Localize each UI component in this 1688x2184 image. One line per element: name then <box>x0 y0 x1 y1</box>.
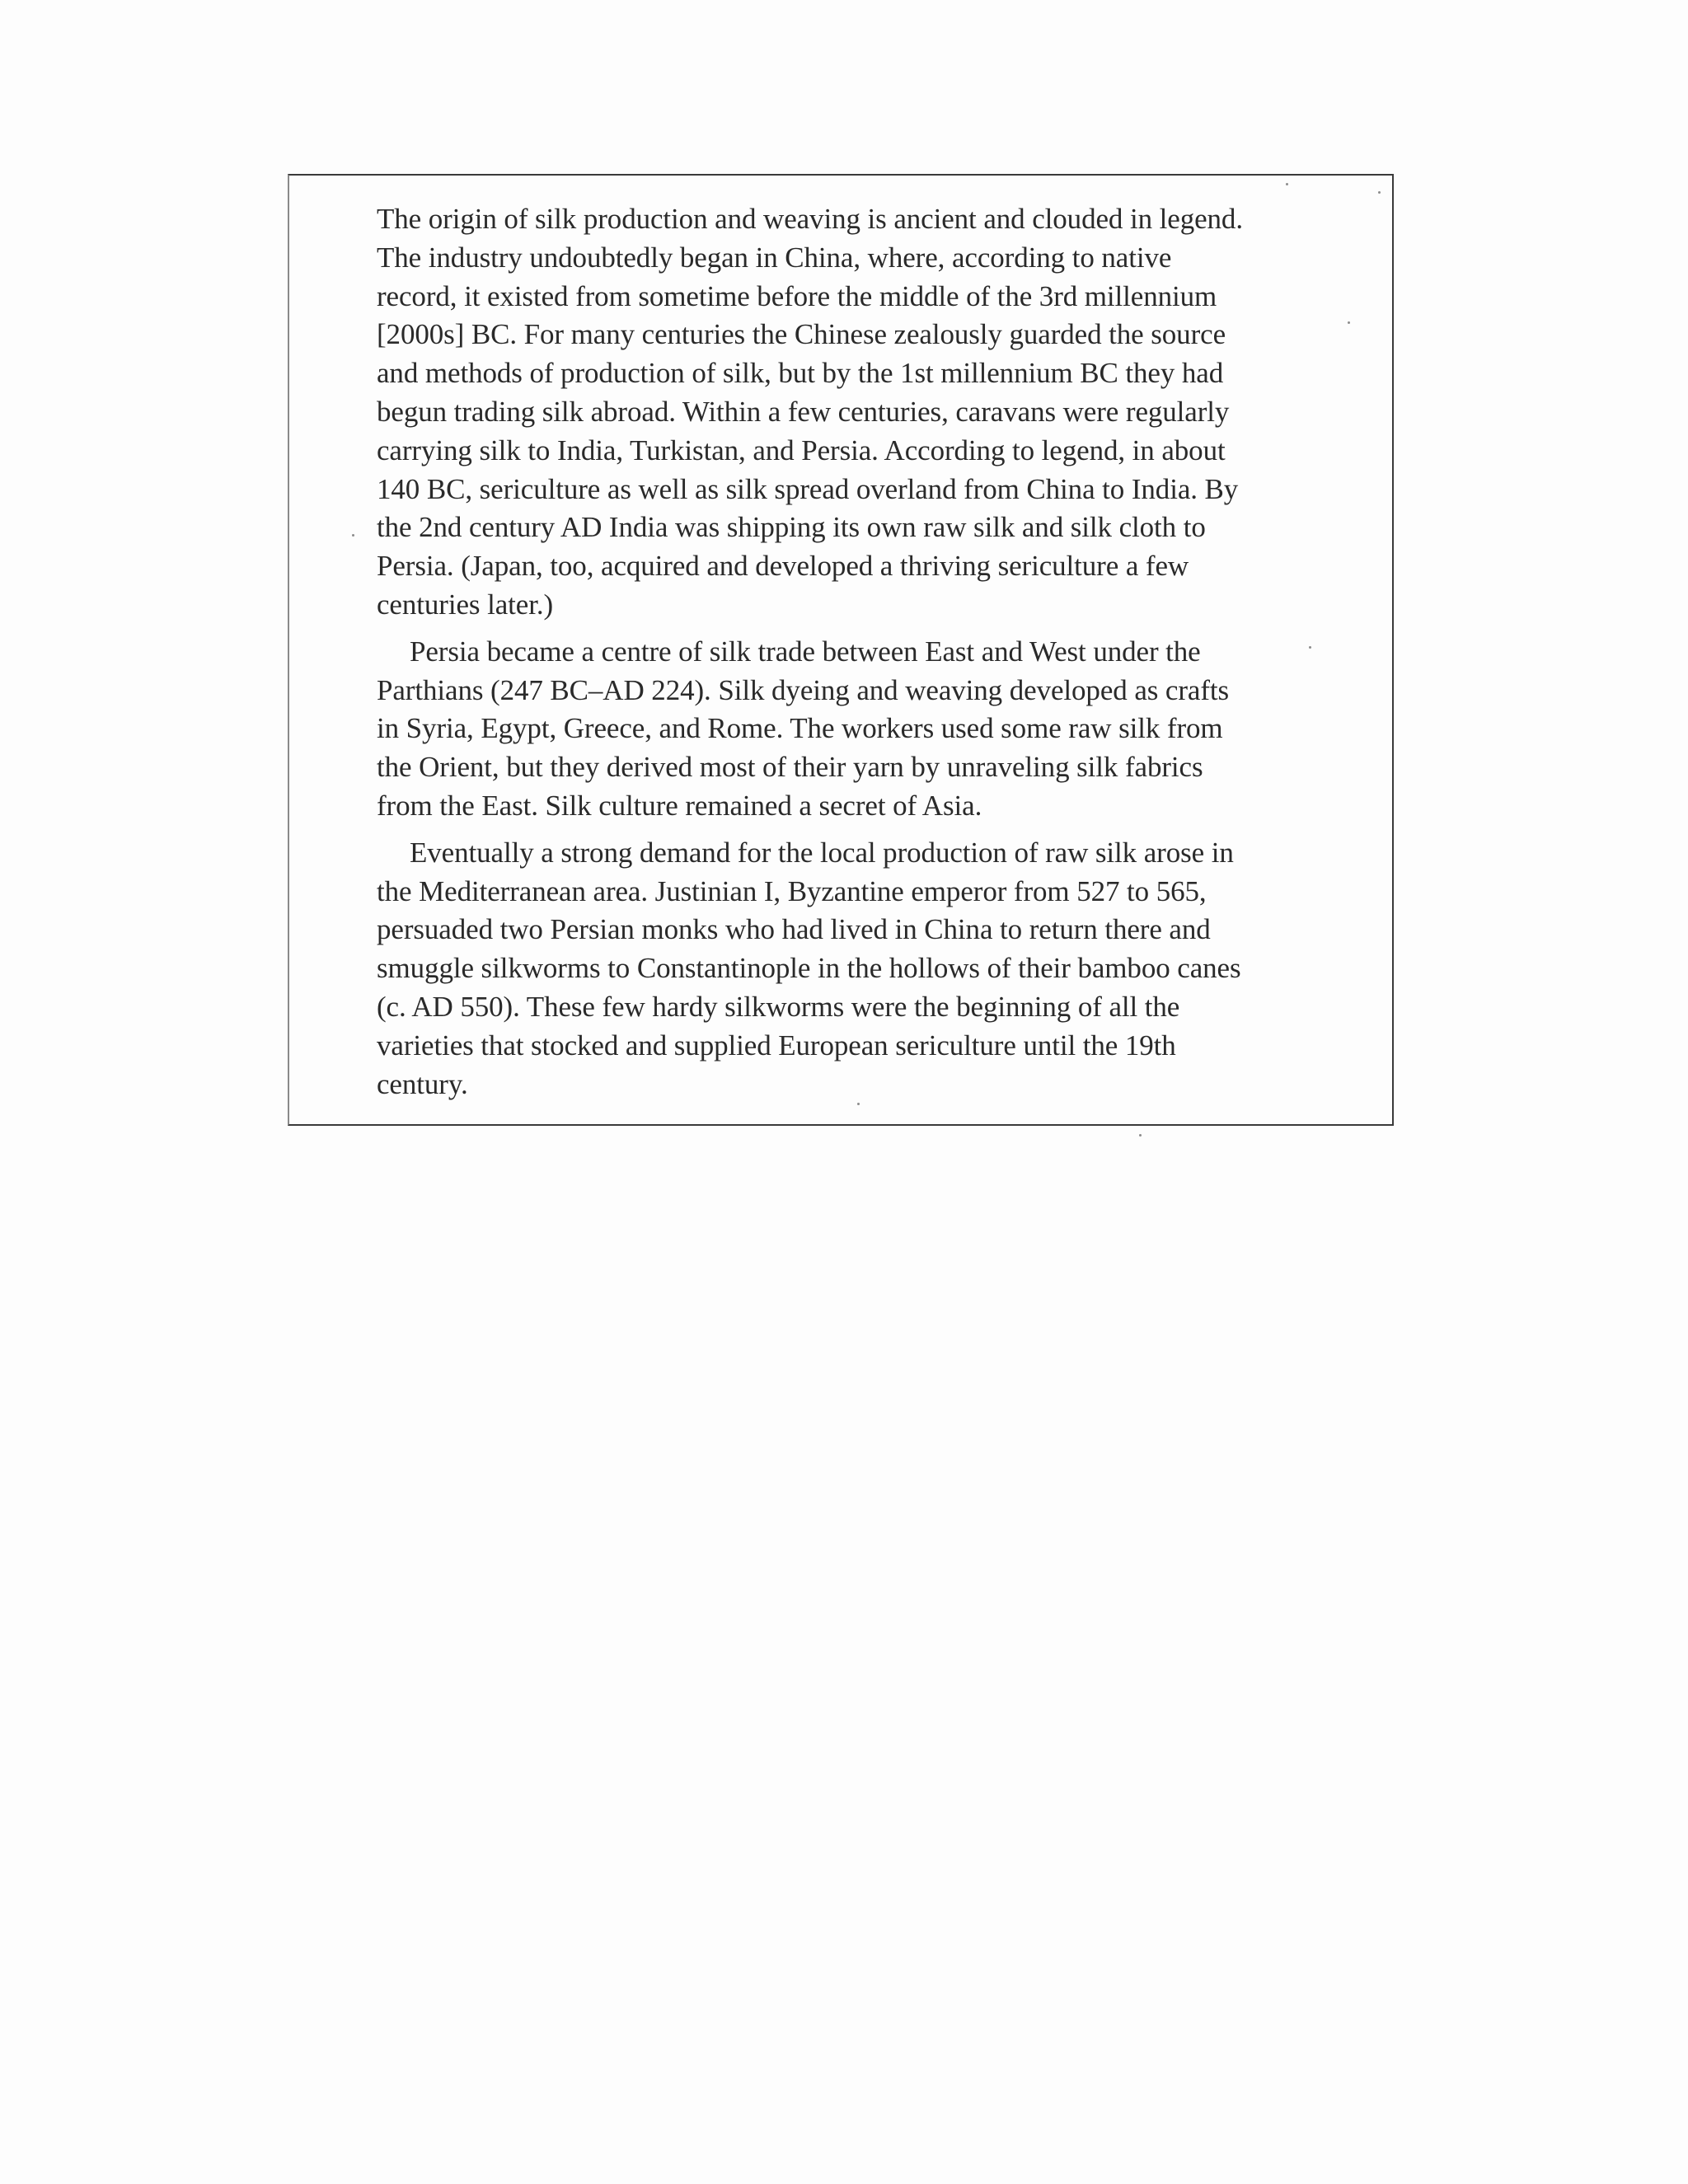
text-line: centuries later.) <box>377 588 554 621</box>
text-line: century. <box>377 1067 468 1100</box>
text-line: 140 BC, sericulture as well as silk spread overland from China to India. By <box>377 472 1239 505</box>
text-box <box>288 174 1394 1126</box>
text-line: persuaded two Persian monks who had lived in China to return there and <box>377 913 1211 946</box>
text-line: Parthians (247 BC–AD 224). Silk dyeing and weaving developed as crafts <box>377 673 1230 706</box>
scan-speck <box>857 1103 860 1105</box>
text-line: [2000s] BC. For many centuries the Chinese zealously guarded the source <box>377 318 1226 351</box>
text-line: Persia became a centre of silk trade between East and West under the <box>410 635 1201 668</box>
text-column <box>377 200 1325 1104</box>
text-line: Eventually a strong demand for the local production of raw silk arose in <box>410 836 1234 869</box>
text-line: record, it existed from sometime before the middle of the 3rd millennium <box>377 279 1217 312</box>
paragraph-mediterranean <box>377 834 1325 1104</box>
text-line: The origin of silk production and weaving is ancient and clouded in legend. <box>377 203 1243 235</box>
scan-speck <box>1286 183 1288 185</box>
scan-speck <box>1309 646 1311 649</box>
paragraph-silk-origins <box>377 200 1325 625</box>
scan-speck <box>1139 1134 1142 1137</box>
text-line: the Orient, but they derived most of their yarn by unraveling silk fabrics <box>377 751 1203 784</box>
text-line: The industry undoubtedly began in China, where, according to native <box>377 241 1172 274</box>
text-line: the Mediterranean area. Justinian I, Byzantine emperor from 527 to 565, <box>377 874 1207 907</box>
scan-speck <box>1348 321 1350 324</box>
paragraph-persia-trade <box>377 633 1325 826</box>
text-line: the 2nd century AD India was shipping its own raw silk and silk cloth to <box>377 511 1206 544</box>
scan-speck <box>352 534 354 537</box>
text-line: and methods of production of silk, but by the 1st millennium BC they had <box>377 357 1224 390</box>
text-line: carrying silk to India, Turkistan, and Persia. According to legend, in about <box>377 434 1226 466</box>
text-line: begun trading silk abroad. Within a few centuries, caravans were regularly <box>377 395 1230 428</box>
text-line: (c. AD 550). These few hardy silkworms were the beginning of all the <box>377 990 1180 1023</box>
scan-speck <box>1378 191 1381 194</box>
text-line: varieties that stocked and supplied European sericulture until the 19th <box>377 1029 1176 1062</box>
text-line: smuggle silkworms to Constantinople in the hollows of their bamboo canes <box>377 952 1241 985</box>
text-line: from the East. Silk culture remained a secret of Asia. <box>377 789 982 822</box>
text-line: Persia. (Japan, too, acquired and developed a thriving sericulture a few <box>377 550 1189 583</box>
text-line: in Syria, Egypt, Greece, and Rome. The workers used some raw silk from <box>377 712 1223 745</box>
